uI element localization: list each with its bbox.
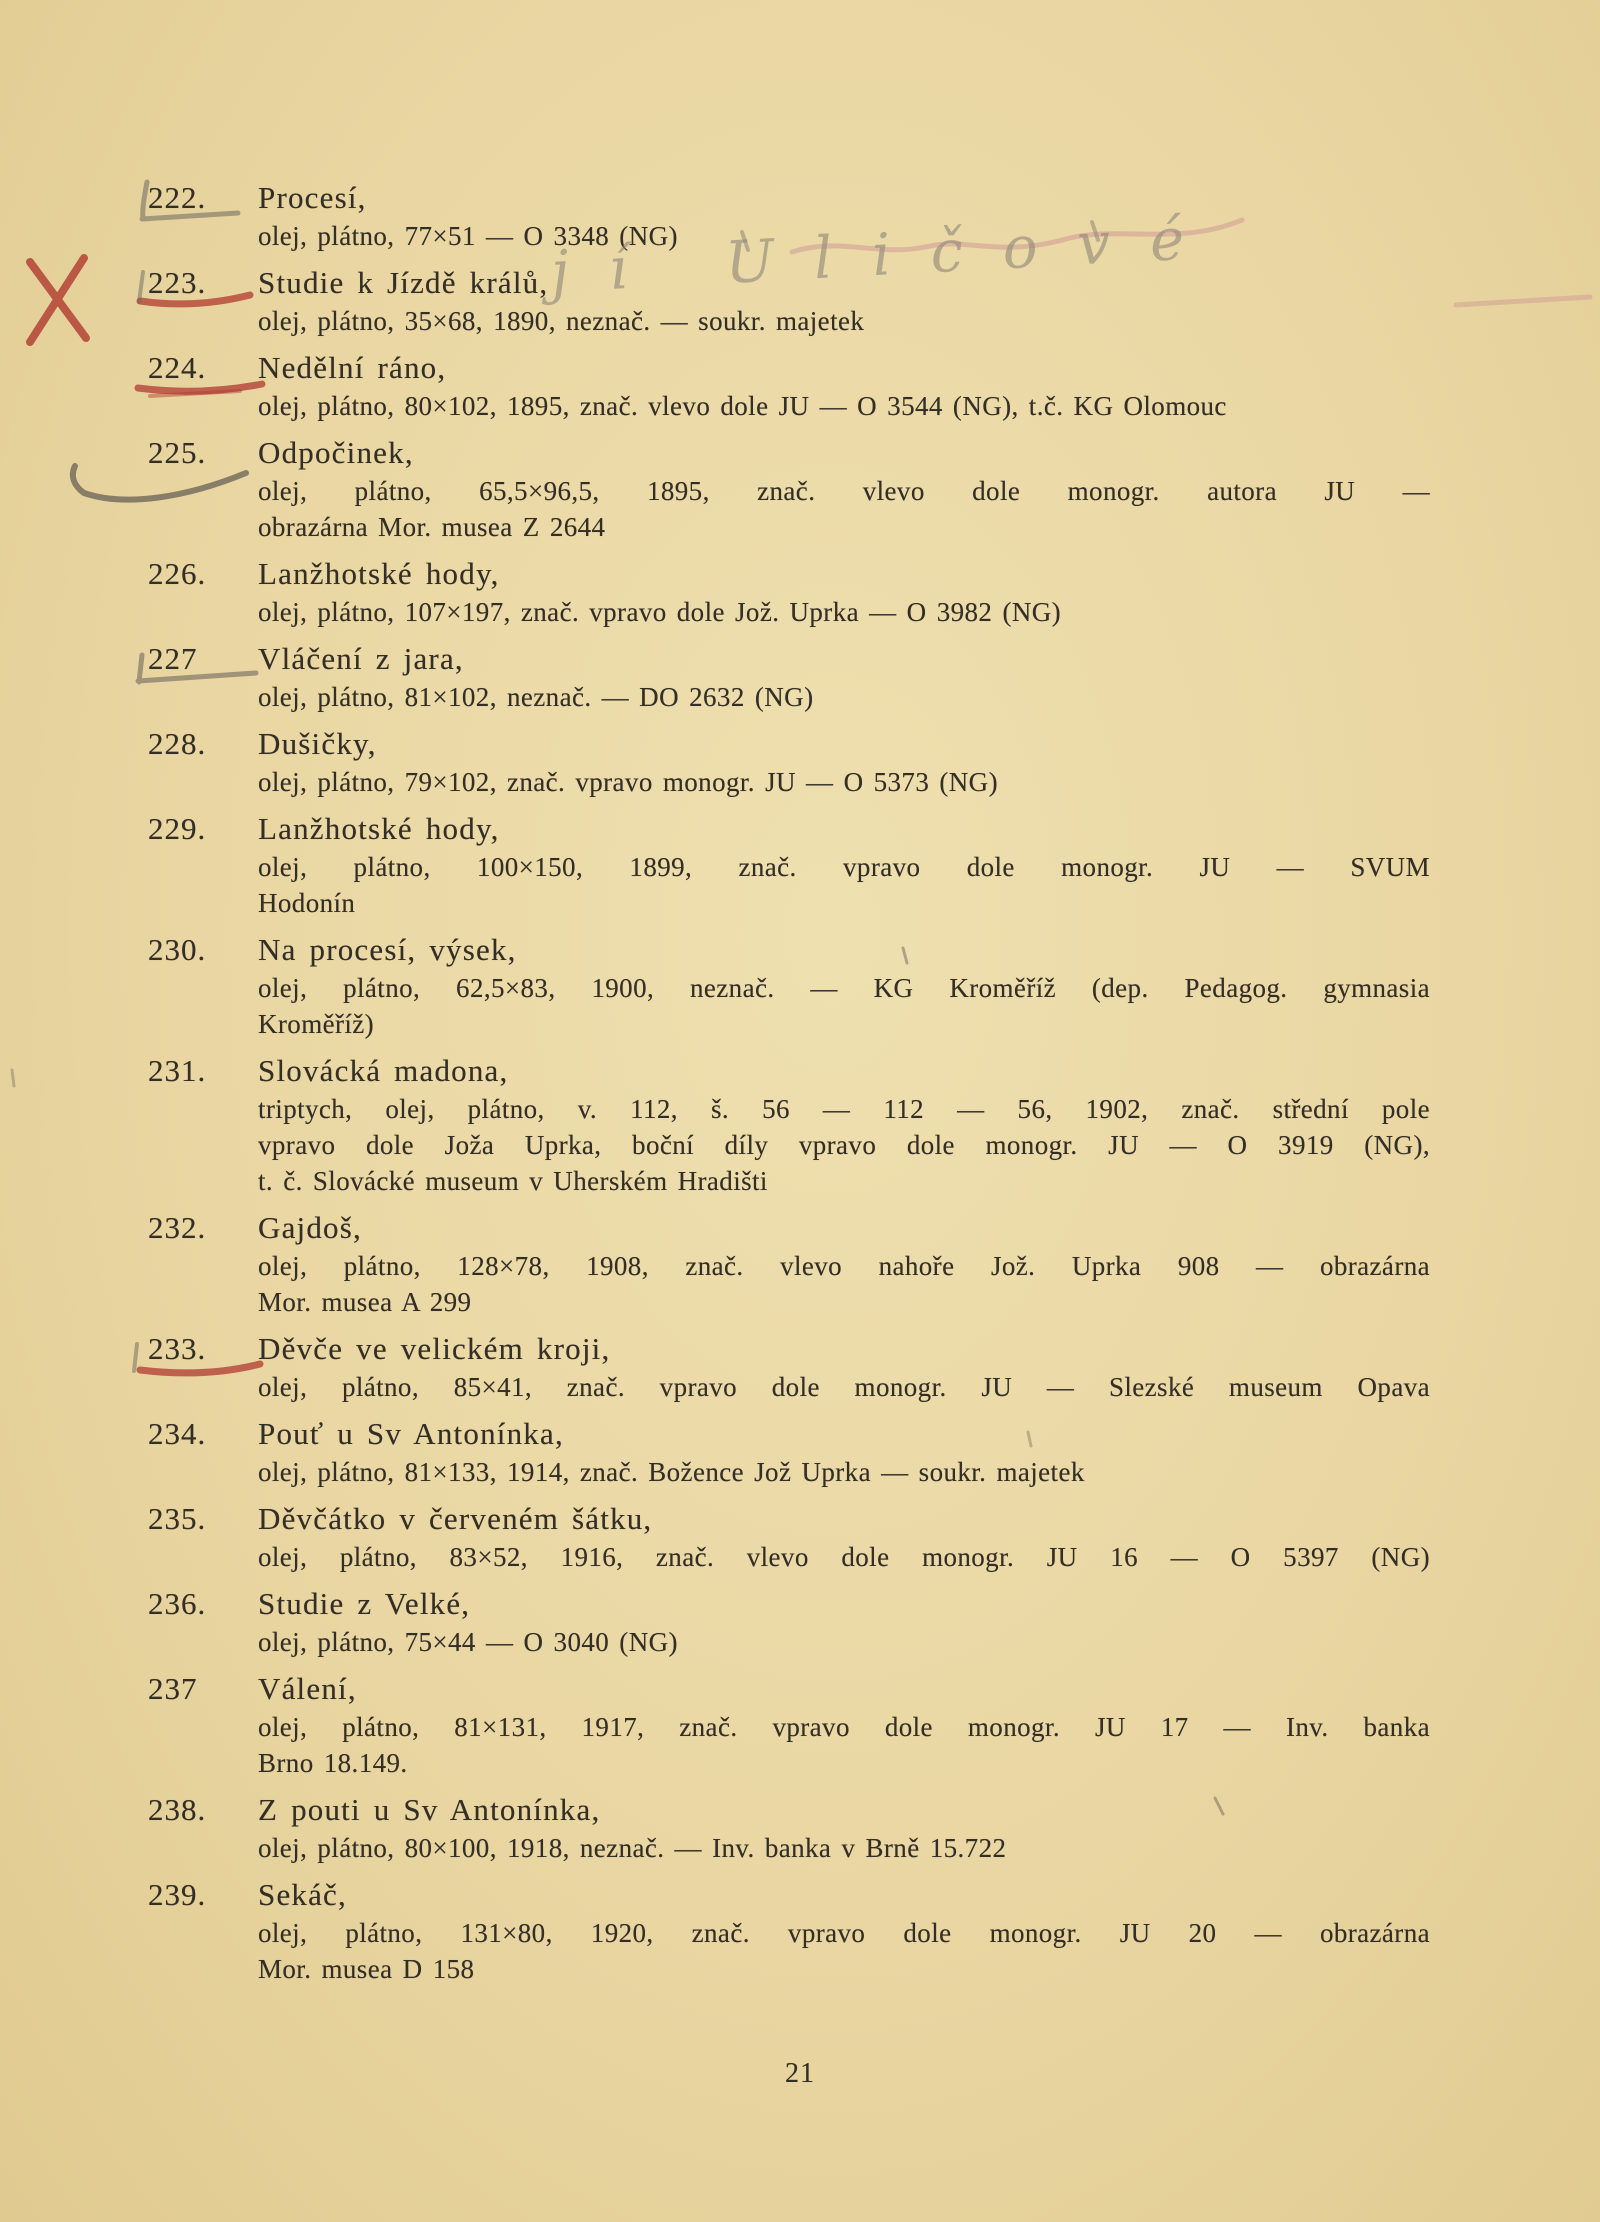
entry-detail-line: olej, plátno, 80×100, 1918, neznač. — Inv. banka v Brně 15.722: [258, 1833, 1007, 1863]
entry-title: Lanžhotské hody,: [258, 556, 500, 591]
entry-number: 224.: [148, 350, 207, 385]
entry-title: Pouť u Sv Antonínka,: [258, 1416, 564, 1451]
catalog-entry: [148, 554, 1600, 630]
catalog-entry: [148, 930, 1600, 1042]
entry-detail-line: olej, plátno, 65,5×96,5, 1895, znač. vlevo dole monogr. autora JU —: [258, 476, 1430, 506]
entry-detail-line: Mor. musea A 299: [258, 1287, 472, 1317]
entry-number: 228.: [148, 726, 207, 761]
entry-detail-line: Brno 18.149.: [258, 1748, 408, 1778]
entry-detail-line: Hodonín: [258, 888, 356, 918]
entry-detail-line: olej, plátno, 35×68, 1890, neznač. — soukr. majetek: [258, 306, 865, 336]
entry-title: Dušičky,: [258, 726, 377, 761]
entry-detail-line: Mor. musea D 158: [258, 1954, 475, 1984]
catalog-entry: [148, 1329, 1600, 1405]
entry-detail-line: olej, plátno, 75×44 — O 3040 (NG): [258, 1627, 678, 1657]
entry-number: 234.: [148, 1416, 207, 1451]
catalog-entry: [148, 1208, 1600, 1320]
entry-detail-line: obrazárna Mor. musea Z 2644: [258, 512, 606, 542]
entry-detail-line: olej, plátno, 81×131, 1917, znač. vpravo dole monogr. JU 17 — Inv. banka: [258, 1712, 1430, 1742]
entry-title: Sekáč,: [258, 1877, 347, 1912]
entry-detail-line: olej, plátno, 62,5×83, 1900, neznač. — KG Kroměříž (dep. Pedagog. gymnasia: [258, 973, 1430, 1003]
catalog-entry: [148, 433, 1600, 545]
entry-number: 236.: [148, 1586, 207, 1621]
entry-detail-line: olej, plátno, 85×41, znač. vpravo dole monogr. JU — Slezské museum Opava: [258, 1372, 1430, 1402]
entry-title: Gajdoš,: [258, 1210, 362, 1245]
entry-number: 239.: [148, 1877, 207, 1912]
catalog-entry: [148, 1414, 1600, 1490]
entry-detail-line: olej, plátno, 83×52, 1916, znač. vlevo dole monogr. JU 16 — O 5397 (NG): [258, 1542, 1430, 1572]
entry-detail-line: olej, plátno, 80×102, 1895, znač. vlevo dole JU — O 3544 (NG), t.č. KG Olomouc: [258, 391, 1227, 421]
entry-title: Na procesí, výsek,: [258, 932, 517, 967]
entry-number: 229.: [148, 811, 207, 846]
entry-title: Studie k Jízdě králů,: [258, 265, 549, 300]
entry-detail-line: triptych, olej, plátno, v. 112, š. 56 — 112 — 56, 1902, znač. střední pole: [258, 1094, 1430, 1124]
catalog-entry: [148, 1051, 1600, 1199]
catalog-entry: [148, 178, 1600, 254]
entry-detail-line: olej, plátno, 81×102, neznač. — DO 2632 (NG): [258, 682, 814, 712]
entry-number: 233.: [148, 1331, 207, 1366]
entry-title: Lanžhotské hody,: [258, 811, 500, 846]
entry-number: 227: [148, 641, 198, 676]
entry-title: Studie z Velké,: [258, 1586, 471, 1621]
entry-detail-line: olej, plátno, 107×197, znač. vpravo dole Jož. Uprka — O 3982 (NG): [258, 597, 1062, 627]
entry-detail-line: Kroměříž): [258, 1009, 375, 1039]
entry-detail-line: t. č. Slovácké museum v Uherském Hradišti: [258, 1166, 768, 1196]
catalog-entry: [148, 639, 1600, 715]
catalog-entry: [148, 1499, 1600, 1575]
entry-detail-line: olej, plátno, 81×133, 1914, znač. Božence Jož Uprka — soukr. majetek: [258, 1457, 1085, 1487]
entry-title: Děvčátko v červeném šátku,: [258, 1501, 653, 1536]
entry-detail-line: vpravo dole Joža Uprka, boční díly vpravo dole monogr. JU — O 3919 (NG),: [258, 1130, 1430, 1160]
entry-detail-line: olej, plátno, 128×78, 1908, znač. vlevo nahoře Jož. Uprka 908 — obrazárna: [258, 1251, 1430, 1281]
catalog-entry: [148, 1875, 1600, 1987]
entry-number: 226.: [148, 556, 207, 591]
catalog-entry: [148, 1584, 1600, 1660]
entry-title: Válení,: [258, 1671, 357, 1706]
entry-title: Odpočinek,: [258, 435, 414, 470]
handwritten-note: jí Uličové: [549, 204, 1192, 306]
entry-title: Děvče ve velickém kroji,: [258, 1331, 611, 1366]
entry-title: Nedělní ráno,: [258, 350, 447, 385]
entry-title: Vláčení z jara,: [258, 641, 464, 676]
entry-detail-line: olej, plátno, 100×150, 1899, znač. vpravo dole monogr. JU — SVUM: [258, 852, 1430, 882]
entry-number: 235.: [148, 1501, 207, 1536]
entry-number: 230.: [148, 932, 207, 967]
entry-number: 232.: [148, 1210, 207, 1245]
entry-detail-line: olej, plátno, 131×80, 1920, znač. vpravo dole monogr. JU 20 — obrazárna: [258, 1918, 1430, 1948]
catalog-entry: [148, 263, 1600, 339]
entry-title: Z pouti u Sv Antonínka,: [258, 1792, 601, 1827]
entry-title: Procesí,: [258, 180, 367, 215]
entry-title: Slovácká madona,: [258, 1053, 509, 1088]
entry-number: 231.: [148, 1053, 207, 1088]
catalog-entry: [148, 724, 1600, 800]
entry-detail-line: olej, plátno, 77×51 — O 3348 (NG): [258, 221, 678, 251]
entry-number: 237: [148, 1671, 198, 1706]
catalog-entry: [148, 1669, 1600, 1781]
entry-number: 238.: [148, 1792, 207, 1827]
catalog-entry: [148, 348, 1600, 424]
catalog-entry: [148, 809, 1600, 921]
entry-number: 225.: [148, 435, 207, 470]
entry-number: 222.: [148, 180, 207, 215]
entry-number: 223.: [148, 265, 207, 300]
page-number: 21: [785, 2058, 815, 2089]
entry-detail-line: olej, plátno, 79×102, znač. vpravo monogr. JU — O 5373 (NG): [258, 767, 998, 797]
catalog-entry: [148, 1790, 1600, 1866]
